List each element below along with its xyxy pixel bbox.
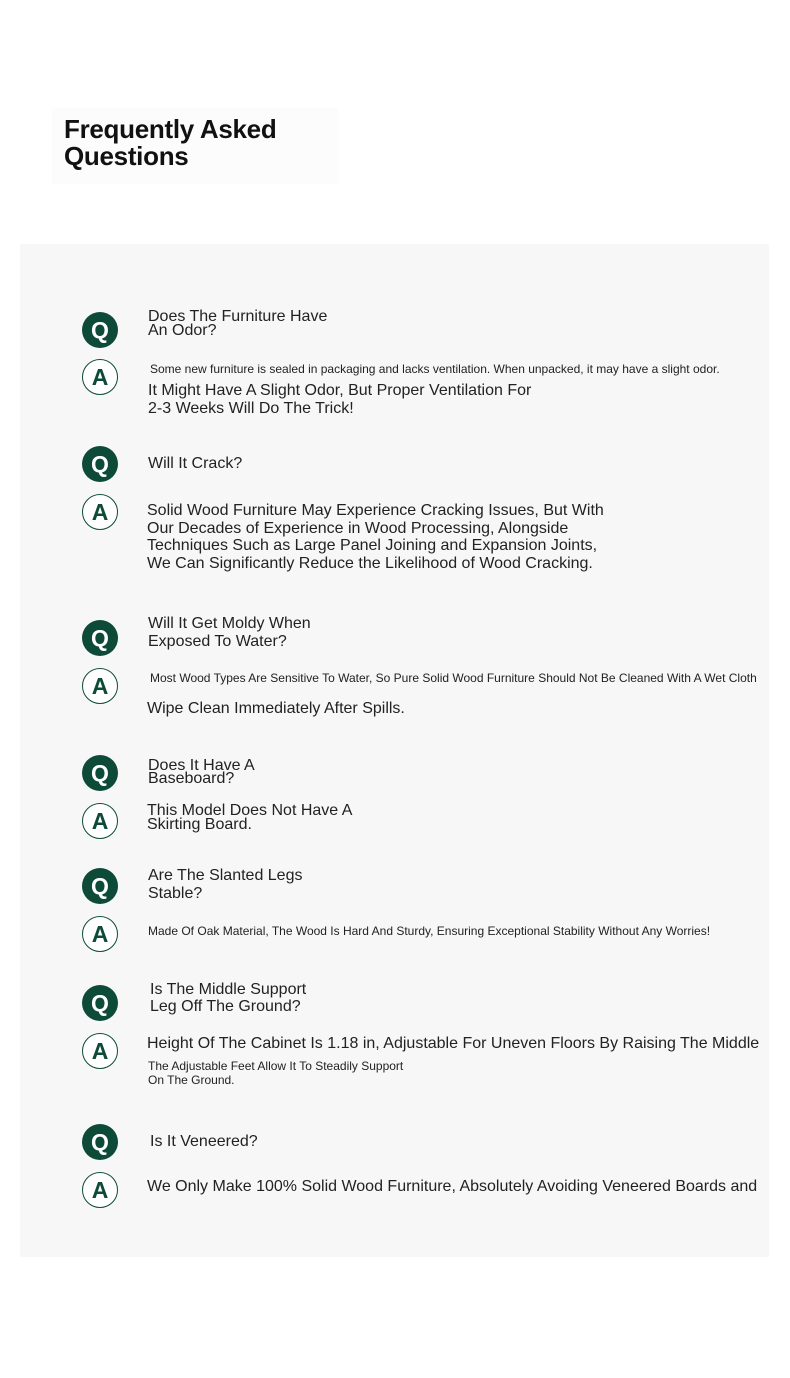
faq-answer-note-6: The Adjustable Feet Allow It To Steadily Support On The Ground.: [148, 1059, 404, 1087]
answer-badge-icon: A: [82, 1033, 118, 1069]
faq-question-6: Is The Middle Support Leg Off The Ground?: [150, 981, 307, 1015]
faq-question-2: Will It Crack?: [148, 455, 243, 472]
faq-question-1: Does The Furniture Have An Odor?: [148, 308, 328, 339]
faq-question-7: Is It Veneered?: [150, 1133, 258, 1150]
question-badge-icon: Q: [82, 620, 118, 656]
page-title: Frequently Asked Questions: [64, 114, 277, 171]
faq-answer-3: Wipe Clean Immediately After Spills.: [147, 700, 405, 717]
faq-question-3: Will It Get Moldy When Exposed To Water?: [148, 615, 311, 650]
answer-badge-icon: A: [82, 1172, 118, 1208]
faq-question-4: Does It Have A Baseboard?: [148, 757, 255, 787]
faq-answer-7: We Only Make 100% Solid Wood Furniture, Absolutely Avoiding Veneered Boards and: [147, 1178, 758, 1195]
question-badge-icon: Q: [82, 446, 118, 482]
page-title-block: [52, 108, 338, 184]
question-badge-icon: Q: [82, 312, 118, 348]
question-badge-icon: Q: [82, 755, 118, 791]
answer-badge-icon: A: [82, 803, 118, 839]
answer-badge-icon: A: [82, 668, 118, 704]
question-badge-icon: Q: [82, 1124, 118, 1160]
answer-badge-icon: A: [82, 494, 118, 530]
faq-answer-4: This Model Does Not Have A Skirting Board.: [147, 802, 353, 833]
faq-question-5: Are The Slanted Legs Stable?: [148, 867, 303, 902]
question-badge-icon: Q: [82, 985, 118, 1021]
faq-answer-2: Solid Wood Furniture May Experience Cracking Issues, But With Our Decades of Experience in Wood Processing, Alongside Techniques Such as Large Panel Joining and Expansion Joints, We Can Significantly Reduce the Likelihood of Wood Cracking.: [147, 502, 604, 572]
answer-badge-icon: A: [82, 359, 118, 395]
answer-badge-icon: A: [82, 916, 118, 952]
faq-answer-5: Made Of Oak Material, The Wood Is Hard And Sturdy, Ensuring Exceptional Stability Without Any Worries!: [148, 924, 711, 938]
faq-answer-note-3: Most Wood Types Are Sensitive To Water, So Pure Solid Wood Furniture Should Not Be Cleaned With A Wet Cloth: [150, 671, 757, 685]
faq-answer-note-1: Some new furniture is sealed in packaging and lacks ventilation. When unpacked, it may have a slight odor.: [150, 362, 720, 376]
faq-answer-1: It Might Have A Slight Odor, But Proper Ventilation For 2-3 Weeks Will Do The Trick!: [148, 382, 532, 417]
question-badge-icon: Q: [82, 868, 118, 904]
faq-answer-6: Height Of The Cabinet Is 1.18 in, Adjustable For Uneven Floors By Raising The Middle: [147, 1035, 760, 1052]
